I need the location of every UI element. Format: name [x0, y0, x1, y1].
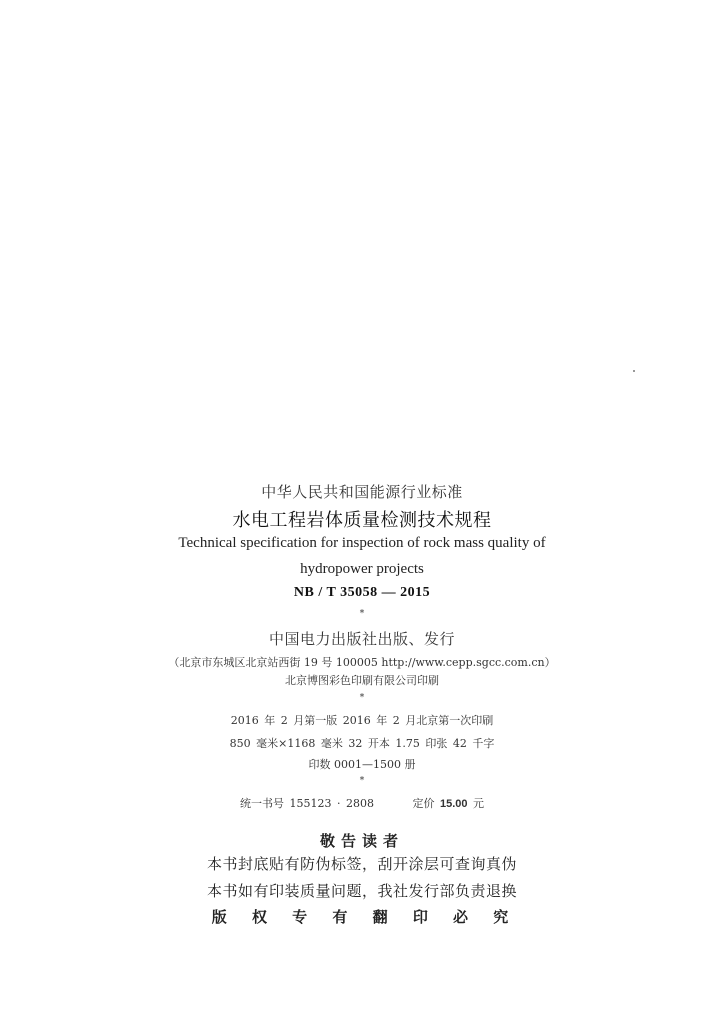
english-title-line-2: hydropower projects	[300, 561, 424, 577]
publisher-line: 中国电力出版社出版、发行	[268, 630, 455, 648]
printer-line: 北京博图彩色印刷有限公司印刷	[285, 674, 439, 687]
notice-heading: 敬告读者	[319, 832, 404, 850]
industry-standard-line: 中华人民共和国能源行业标准	[261, 483, 463, 501]
print-run-line: 印数 0001—1500 册	[308, 758, 416, 771]
notice-line-1: 本书封底贴有防伪标签，刮开涂层可查询真伪	[206, 855, 517, 873]
chinese-title: 水电工程岩体质量检测技术规程	[232, 510, 492, 531]
format-line: 850 毫米×1168 毫米 32 开本 1.75 印张 42 千字	[229, 737, 495, 750]
publisher-address: （北京市东城区北京站西街 19 号 100005 http://www.cepp.sgcc.com.cn）	[168, 656, 556, 669]
notice-line-2: 本书如有印装质量问题，我社发行部负责退换	[206, 882, 517, 900]
edition-line: 2016 年 2 月第一版 2016 年 2 月北京第一次印刷	[230, 714, 494, 727]
price-value: 15.00	[439, 798, 468, 810]
separator-star: *	[359, 609, 365, 619]
copyright-notice: 版 权 专 有 翻 印 必 究	[211, 908, 513, 926]
price-label: 定价	[412, 797, 435, 810]
scan-speck	[633, 370, 635, 372]
separator-star: *	[359, 776, 365, 786]
english-title-line-1: Technical specification for inspection of rock mass quality of	[178, 535, 546, 551]
isbn-label: 统一书号 155123 · 2808	[240, 797, 374, 810]
separator-star: *	[359, 693, 365, 703]
standard-code: NB / T 35058 — 2015	[293, 585, 431, 600]
price-unit: 元	[473, 797, 484, 810]
isbn-price-line	[0, 795, 724, 811]
